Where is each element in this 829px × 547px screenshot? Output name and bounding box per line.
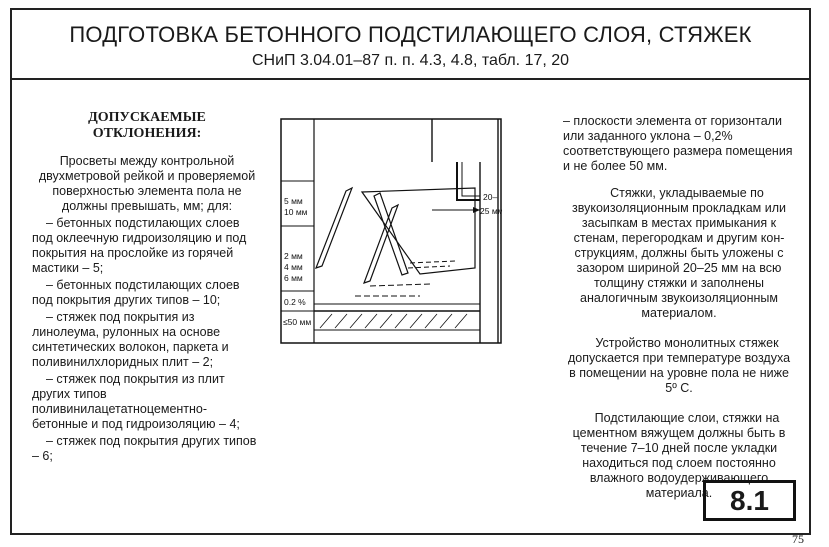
deviation-item: – стяжек под покрытия из плит других типов поливинилацетатноцементно-бетонные и под гидроизоляцию – 4; bbox=[32, 372, 240, 431]
deviation-item: – бетонных подстилающих слоев под покрытия других типов – 10; bbox=[32, 278, 240, 307]
gap-arrow bbox=[473, 207, 480, 213]
label-slope: 0.2 % bbox=[284, 297, 306, 307]
base-hatching bbox=[320, 314, 467, 328]
control-rod bbox=[316, 188, 352, 268]
deviation-item: – стяжек под покрытия других типов – 6; bbox=[32, 434, 257, 463]
gap-label-bottom: 25 мм bbox=[480, 206, 502, 216]
deviations-heading-line1: ДОПУСКАЕМЫЕ bbox=[88, 110, 206, 125]
page-subtitle: СНиП 3.04.01–87 п. п. 4.3, 4.8, табл. 17, 20 bbox=[251, 52, 570, 69]
section-number-badge: 8.1 bbox=[703, 480, 796, 521]
wall-corner bbox=[462, 162, 480, 196]
page-title: ПОДГОТОВКА БЕТОННОГО ПОДСТИЛАЮЩЕГО СЛОЯ, СТЯЖЕК bbox=[69, 22, 752, 47]
screed-dash bbox=[370, 284, 430, 286]
temperature-paragraph: Устройство монолитных стяжек допускается при температуре воздуха в помещении на уровне пола не ниже 5º С. bbox=[567, 336, 791, 395]
page-number: 75 bbox=[792, 532, 804, 546]
deviation-item: – стяжек под покрытия из линолеума, рулонных на основе синтетических волокон, паркета и поливинилхлоридных плит – 2; bbox=[32, 310, 229, 369]
requirements-column bbox=[563, 114, 795, 516]
wall-corner bbox=[457, 162, 480, 200]
title-block bbox=[12, 8, 809, 80]
deviation-item: – бетонных подстилающих слоев под оклеечную гидроизоляцию и под покрытия на прослойке из горячей мастики – 5; bbox=[32, 216, 247, 275]
label-5mm: 5 мм bbox=[284, 196, 303, 206]
deviations-column bbox=[32, 110, 262, 466]
deviations-intro: Просветы между контрольной двухметровой рейкой и проверяемой поверхностью элемента пола не должны превышать, мм; для: bbox=[38, 154, 256, 213]
label-4mm: 4 мм bbox=[284, 262, 303, 272]
label-max-50mm: ≤50 мм bbox=[283, 317, 312, 327]
label-6mm: 6 мм bbox=[284, 273, 303, 283]
gap-label-top: 20– bbox=[483, 192, 498, 202]
diagram-svg bbox=[280, 118, 502, 344]
deviations-heading bbox=[32, 110, 262, 142]
floor-check-diagram bbox=[280, 118, 502, 349]
sound-insulation-paragraph: Стяжки, укладываемые по звукоизоляционным прокладкам или засыпкам в местах примыкания к стенам, перегородкам и другим кон-струкциям, должны быть уложены с зазором шириной 20–25 мм на всю толщину стяжки и заполнены аналогичным звукоизоляционным материалом. bbox=[571, 186, 786, 320]
label-2mm: 2 мм bbox=[284, 251, 303, 261]
screed-dash bbox=[410, 261, 455, 263]
curing-paragraph: Подстилающие слои, стяжки на цементном вяжущем должны быть в течение 7–10 дней после укладки находиться под слоем постоянно влажного водоудерживающего материала. bbox=[572, 411, 786, 500]
label-10mm: 10 мм bbox=[284, 207, 308, 217]
deviations-heading-line2: ОТКЛОНЕНИЯ: bbox=[92, 126, 202, 141]
slope-deviation-text: – плоскости элемента от горизонтали или заданного уклона – 0,2% соответствующего размера помещения и не более 50 мм. bbox=[563, 114, 793, 173]
